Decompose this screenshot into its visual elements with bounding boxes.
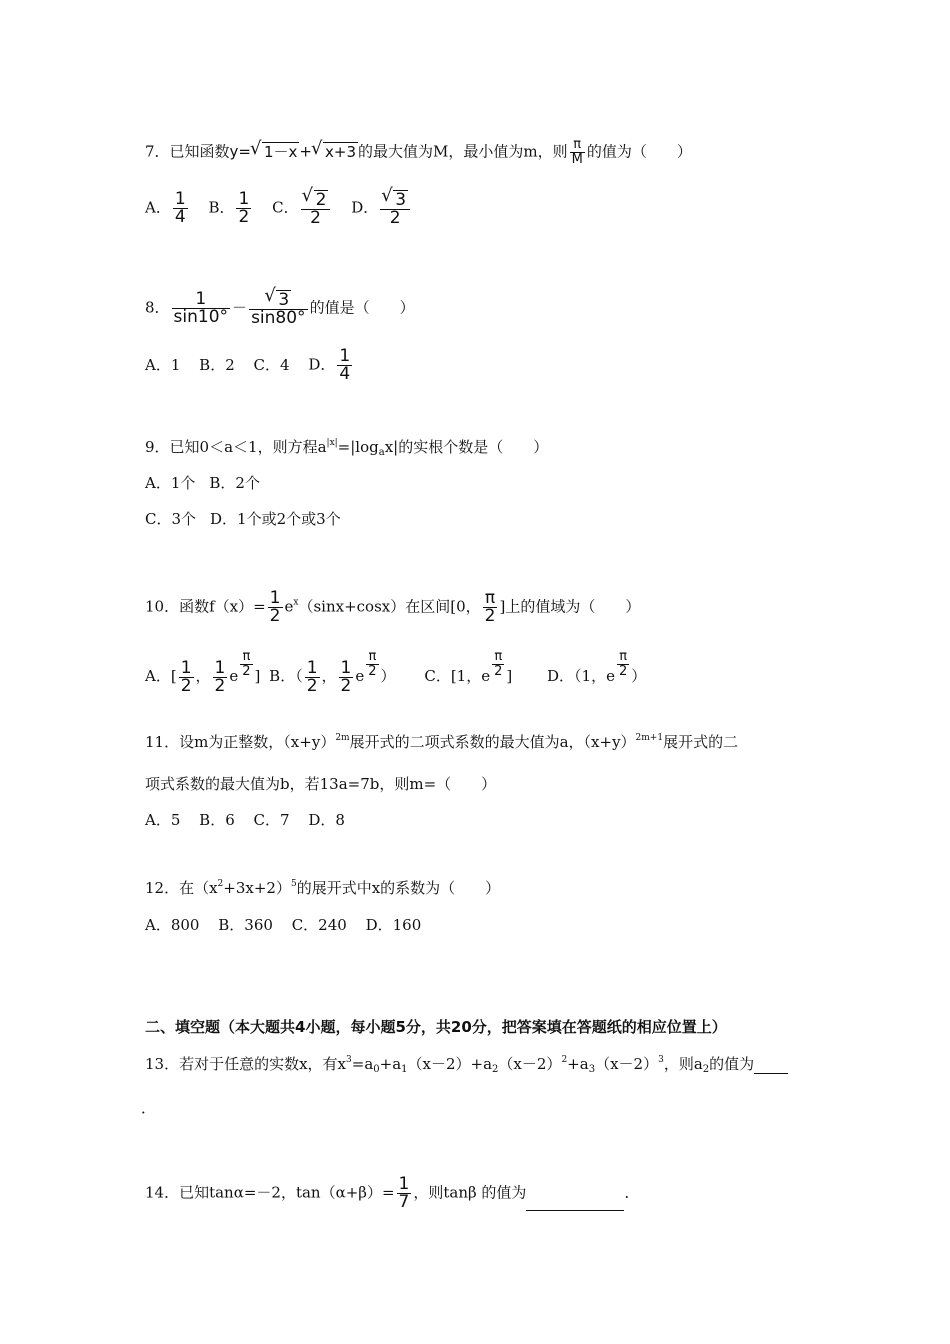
q8-opt-d-label: D． (308, 355, 336, 374)
q13-sub0: 0 (373, 1064, 380, 1075)
q12-sup1: 2 (217, 879, 224, 889)
q11-line1-a: 11．设m为正整数，（x+y） (145, 733, 336, 751)
q9-options-row1 (145, 473, 274, 493)
q11-sup2: 2m+1 (635, 733, 664, 743)
section2-heading: 二、填空题（本大题共4小题，每小题5分，共20分，把答案填在答题纸的相应位置上） (145, 1018, 727, 1036)
q11-line1-b: 展开式的二项式系数的最大值为a，（x+y） (349, 733, 636, 751)
q7-option-b (208, 191, 253, 226)
q10-opt-a-exp-num: π (240, 650, 252, 665)
q7-opt-b-den: 2 (238, 207, 250, 227)
q13-sup-x3: 3 (346, 1055, 352, 1065)
q8-stem (145, 290, 415, 327)
q8-frac-2 (249, 290, 308, 327)
q8-suffix: 的值是（ ） (309, 298, 415, 317)
q7-frac-num: π (570, 138, 585, 153)
q8-frac-1-den: sin10° (173, 307, 229, 327)
q7-option-d (351, 190, 412, 227)
q10-options (145, 650, 660, 695)
q13-t3: （x－2）+a (407, 1055, 493, 1073)
q12-prefix: 12．在（x (145, 879, 218, 897)
q10-opt-a-comma: ， (195, 667, 211, 685)
q13-sub1: 1 (401, 1064, 408, 1075)
q10-opt-c-close: ] (506, 667, 513, 685)
q13-t6: （x－2） (595, 1055, 659, 1073)
q8-frac-2-den: sin80° (251, 308, 306, 328)
q14-frac-den: 7 (398, 1192, 410, 1212)
q7-opt-c-label: C． (272, 198, 299, 217)
q10-frac-num: 1 (269, 588, 281, 608)
q8-frac-1 (172, 291, 231, 326)
q12-option-c: C．240 (291, 916, 347, 934)
q8-opt-d-den: 4 (339, 364, 351, 384)
q8-sqrt (265, 290, 291, 309)
q10-opt-b-frac-2 (339, 657, 354, 696)
q14-answer-blank[interactable] (526, 1194, 624, 1211)
q11-options (145, 810, 359, 830)
q7-opt-d-sqrt (382, 190, 408, 209)
q13-t2: +a (379, 1055, 402, 1073)
q7-sqrt-1 (251, 142, 299, 162)
q8-opt-d-num: 1 (339, 346, 351, 366)
q10-option-a (145, 650, 260, 695)
q7-suffix: 的值为（ ） (586, 142, 692, 161)
q10-opt-a-e: e (229, 667, 239, 685)
q10-pi-den: 2 (484, 606, 496, 626)
q10-opt-b-f2-den: 2 (340, 675, 352, 696)
q10-opt-a-frac-1 (179, 657, 194, 696)
q11-sup1: 2m (335, 733, 350, 743)
q8-opt-d-frac (337, 348, 352, 383)
q13-sup3b: 3 (658, 1055, 664, 1065)
q11-stem-line2 (145, 774, 496, 794)
q10-opt-b-comma: ， (321, 667, 337, 685)
q11-option-c: C．7 (253, 811, 290, 829)
q11-option-d: D．8 (308, 811, 345, 829)
q14-end: ． (624, 1183, 640, 1202)
q8-rad: 3 (278, 290, 290, 310)
q10-stem (145, 590, 640, 625)
q7-rad1: 1－x (264, 142, 298, 161)
q13-t8: 的值为 (709, 1055, 755, 1073)
q9-option-c: C．3个 (145, 510, 197, 528)
q13-t5: +a (567, 1055, 589, 1073)
q12-option-b: B．360 (218, 916, 273, 934)
q7-func-y: y= (229, 142, 251, 161)
q10-opt-b-close: ） (380, 667, 396, 685)
q9-prefix: 9．已知0＜a＜1，则方程a (145, 438, 327, 456)
q7-rad2: x+3 (325, 142, 356, 161)
q7-opt-a-num: 1 (174, 189, 186, 209)
q10-mid: （sinx+cosx）在区间[0， (298, 597, 481, 616)
q13-sub2b: 2 (702, 1064, 710, 1075)
q8-option-c: C．4 (253, 355, 290, 374)
q7-opt-c-num (301, 190, 331, 210)
q8-option-d (308, 348, 354, 383)
q8-frac-2-num (249, 290, 308, 310)
q10-opt-a-exp (240, 650, 252, 679)
q7-opt-c-sqrt (303, 190, 329, 209)
q12-option-d: D．160 (365, 916, 422, 934)
q10-opt-c-open: C．[1，e (424, 667, 491, 685)
q12-sup2: 5 (290, 879, 297, 889)
q10-opt-d-open: D．（1，e (547, 667, 615, 685)
q7-stem (145, 138, 692, 167)
q8-option-a: A．1 (145, 355, 181, 374)
q10-opt-a-exp-den: 2 (242, 664, 251, 679)
q12-stem (145, 878, 500, 898)
q10-opt-a-f2-den: 2 (214, 675, 226, 696)
q10-frac-half (268, 590, 283, 625)
q8-options (145, 348, 368, 383)
q13-end: ． (141, 1099, 157, 1117)
q10-e: e (284, 597, 294, 616)
q11-stem-line1 (145, 732, 738, 752)
q7-opt-c-frac (301, 190, 331, 227)
q7-opt-c-rad: 2 (315, 190, 327, 210)
q7-mid: 的最大值为M，最小值为m，则 (358, 142, 568, 161)
q10-opt-a-close: ] (254, 667, 261, 685)
q10-opt-d-exp-num: π (617, 650, 629, 665)
q10-opt-b-exp-num: π (366, 650, 378, 665)
q10-frac-pi (483, 590, 498, 625)
q7-opt-d-num (380, 190, 410, 210)
q10-opt-d-exp (617, 650, 629, 679)
q11-option-a: A．5 (145, 811, 181, 829)
q7-opt-a-label: A． (145, 198, 171, 217)
q7-opt-d-den: 2 (389, 208, 401, 228)
q12-mid: +3x+2） (223, 879, 291, 897)
q9-option-d: D．1个或2个或3个 (210, 510, 341, 528)
q8-frac-1-num: 1 (172, 291, 231, 309)
q7-prefix: 7．已知函数 (145, 142, 230, 161)
q10-sup: x (293, 597, 299, 608)
q13-t1: =a (351, 1055, 374, 1073)
q13-sup2: 2 (561, 1055, 568, 1065)
q14-frac-num: 1 (398, 1174, 410, 1194)
q8-option-b: B．2 (199, 355, 235, 374)
q7-opt-d-label: D． (351, 198, 379, 217)
q10-opt-c-exp-den: 2 (494, 664, 503, 679)
q10-opt-c-exp-num: π (492, 650, 504, 665)
q10-option-d (547, 650, 646, 686)
q10-opt-a-f1-den: 2 (180, 675, 192, 696)
q7-frac-den: M (571, 152, 583, 167)
q14-prefix: 14．已知tanα=－2，tan（α+β）= (145, 1183, 395, 1202)
q12-options (145, 915, 435, 935)
q10-opt-d-exp-den: 2 (618, 664, 628, 679)
q13-stem (145, 1054, 788, 1074)
q10-opt-b-f1-num: 1 (306, 657, 318, 678)
q10-opt-a-frac-2 (213, 657, 228, 696)
q9-mid: =|log (337, 438, 379, 456)
q9-stem (145, 437, 548, 457)
q14-stem (145, 1176, 639, 1211)
q12-option-a: A．800 (145, 916, 200, 934)
q10-opt-b-exp (366, 650, 378, 679)
q13-sub2: 2 (492, 1064, 499, 1075)
q10-opt-d-close: ） (631, 667, 647, 685)
q7-opt-c-den: 2 (310, 208, 321, 228)
q13-answer-blank[interactable] (754, 1057, 788, 1074)
q9-sub: a (378, 447, 385, 458)
q9-option-a: A．1个 (145, 474, 196, 492)
q10-opt-c-exp (492, 650, 504, 679)
q7-opt-a-frac (173, 191, 188, 226)
q13-sub3: 3 (588, 1064, 596, 1075)
q8-prefix: 8． (145, 298, 170, 317)
q13-prefix: 13．若对于任意的实数x，有x (145, 1055, 347, 1073)
q10-opt-b-open: B．（ (269, 667, 303, 685)
q10-option-c (424, 650, 512, 686)
q9-suffix: x|的实根个数是（ ） (384, 438, 549, 456)
q9-sup: |x| (326, 438, 338, 448)
q7-option-c (272, 190, 332, 227)
q7-sqrt-2 (312, 142, 358, 162)
q9-option-b: B．2个 (209, 474, 260, 492)
q7-option-a (145, 191, 190, 226)
q7-opt-b-num: 1 (238, 189, 250, 209)
q9-options-row2 (145, 509, 355, 529)
q13-t7: ，则a (663, 1055, 703, 1073)
q12-suffix: 的展开式中x的系数为（ ） (296, 879, 501, 897)
q10-prefix: 10．函数f（x）= (145, 597, 266, 616)
q10-opt-a-f1-num: 1 (180, 657, 192, 678)
q10-opt-b-f1-den: 2 (306, 675, 318, 696)
q10-opt-a-f2-num: 1 (214, 657, 226, 678)
q13-t4: （x－2） (498, 1055, 562, 1073)
q7-opt-d-rad: 3 (395, 190, 407, 210)
q8-minus: － (232, 298, 248, 317)
q7-fraction (570, 138, 585, 167)
q10-frac-den: 2 (269, 606, 281, 626)
q14-frac (397, 1176, 412, 1211)
q7-opt-b-frac (236, 191, 251, 226)
q10-opt-a-open: A．[ (145, 667, 177, 685)
q11-option-b: B．6 (199, 811, 235, 829)
q10-suffix: ]上的值域为（ ） (499, 597, 641, 616)
q7-opt-d-frac (380, 190, 410, 227)
q10-opt-b-e: e (355, 667, 365, 685)
q11-line2: 项式系数的最大值为b，若13a=7b，则m=（ ） (145, 775, 497, 793)
q7-opt-b-label: B． (208, 198, 235, 217)
q10-opt-b-frac-1 (305, 657, 320, 696)
q10-pi-num: π (483, 590, 498, 608)
q10-opt-b-f2-num: 1 (340, 657, 352, 678)
q10-option-b (269, 650, 395, 695)
q7-plus: + (299, 142, 312, 161)
q10-opt-b-exp-den: 2 (368, 664, 377, 679)
q14-mid: ，则tanβ 的值为 (413, 1183, 527, 1202)
q11-line1-c: 展开式的二 (663, 733, 739, 751)
q7-opt-a-den: 4 (174, 207, 186, 227)
q7-options (145, 190, 426, 227)
